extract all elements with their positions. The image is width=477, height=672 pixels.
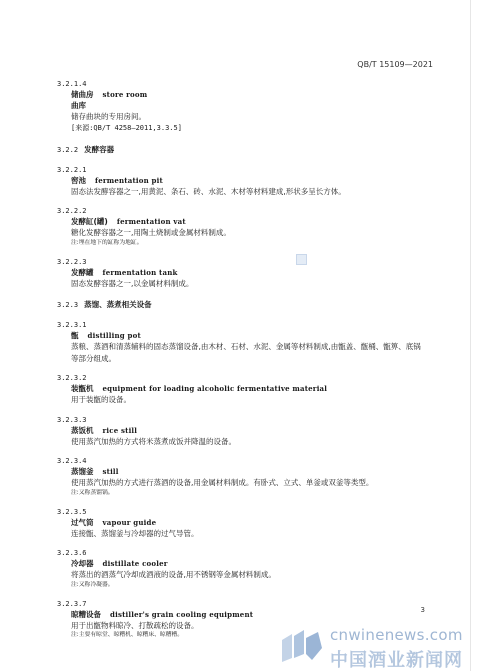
- section-title: 蒸馏、蒸煮相关设备: [84, 300, 152, 309]
- term-zh: 过气筒: [71, 517, 94, 527]
- term-heading: [71, 609, 427, 620]
- term-heading: [71, 383, 427, 394]
- term-note: 注:埋在地下的缸称为地缸。: [71, 239, 143, 246]
- section-number: 3.2.2: [57, 145, 79, 154]
- term-entry: [57, 456, 427, 498]
- term-definition: 用于装甑的设备。: [71, 395, 131, 404]
- document-body: [57, 79, 427, 649]
- term-entry: [57, 415, 427, 448]
- term-definition: 储存曲块的专用房间。: [71, 112, 146, 121]
- standard-code: QB/T 15109—2021: [357, 60, 433, 69]
- term-heading: [71, 330, 427, 341]
- section-heading: [57, 144, 427, 156]
- term-en: rice still: [102, 425, 138, 435]
- clause-number: 3.2.3.7: [57, 599, 87, 608]
- term-entry: [57, 79, 427, 134]
- term-en: fermentation vat: [116, 217, 186, 226]
- term-zh: 窖池: [71, 175, 86, 185]
- term-entry: [57, 165, 427, 198]
- term-note: 注:又称冷凝器。: [71, 581, 114, 588]
- term-heading: [71, 425, 427, 436]
- clause-number: 3.2.3.1: [57, 321, 87, 329]
- term-heading: [71, 175, 427, 186]
- clause-number: 3.2.1.4: [57, 80, 87, 88]
- section-title: 发酵容器: [84, 144, 115, 154]
- clause-number: 3.2.3.2: [57, 374, 87, 382]
- term-zh: 发酵缸(罐): [71, 217, 108, 226]
- term-entry: [57, 548, 427, 590]
- page-edge: [470, 0, 477, 671]
- term-definition: 固态法发酵容器之一,用黄泥、条石、砖、水泥、木材等材料建成,形状多呈长方体。: [71, 186, 346, 196]
- term-en: still: [102, 467, 119, 476]
- term-definition: 固态发酵容器之一,以金属材料制成。: [71, 278, 194, 288]
- term-definition: 使用蒸汽加热的方式进行蒸酒的设备,用金属材料制成。有卧式、立式、单釜或双釜等类型。: [71, 478, 374, 487]
- term-en: store room: [102, 90, 148, 99]
- term-note: 注:主要有晾堂、晾糟机、晾糟床、晾糟槽。: [71, 632, 184, 638]
- term-en: fermentation pit: [95, 175, 163, 185]
- term-zh: 蒸饭机: [71, 425, 94, 435]
- term-en: equipment for loading alcoholic fermentative material: [102, 384, 328, 393]
- term-heading: [71, 216, 427, 227]
- alt-term: 曲库: [71, 101, 86, 110]
- clause-number: 3.2.3.4: [57, 457, 87, 465]
- clause-number: 3.2.2.2: [57, 207, 87, 215]
- term-heading: [71, 558, 427, 569]
- clause-number: 3.2.3.6: [57, 549, 87, 557]
- watermark-site-name: 中国酒业新闻网: [330, 650, 463, 671]
- term-entry: [57, 507, 427, 540]
- term-definition: 蒸粮、蒸酒和清蒸辅料的固态蒸馏设备,由木材、石材、水泥、金属等材料制成,由甑盖、甑桶、甑箅、底锅等部分组成。: [71, 342, 421, 363]
- term-entry: [57, 206, 427, 248]
- section-number: 3.2.3: [57, 301, 79, 309]
- term-definition: 使用蒸汽加热的方式将米蒸煮成饭并降温的设备。: [71, 436, 236, 446]
- clause-number: 3.2.2.1: [57, 165, 87, 174]
- term-en: vapour guide: [102, 517, 157, 527]
- section-heading: [57, 299, 427, 311]
- term-entry: [57, 373, 427, 406]
- term-zh: 晾糟设备: [71, 609, 101, 619]
- term-heading: [71, 89, 427, 100]
- term-zh: 甑: [71, 331, 79, 340]
- term-definition: 连接甑、蒸馏釜与冷却器的过气导管。: [71, 528, 199, 538]
- term-entry: [57, 257, 427, 290]
- term-source: [来源:QB/T 4258—2011,3.3.5]: [71, 123, 182, 132]
- term-zh: 装甑机: [71, 384, 94, 393]
- watermark: [278, 624, 474, 670]
- term-note: 注:又称蒸馏锅。: [71, 489, 114, 496]
- term-en: fermentation tank: [102, 267, 178, 277]
- term-en: distilling pot: [87, 331, 141, 340]
- clause-number: 3.2.3.5: [57, 507, 87, 516]
- term-zh: 蒸馏釜: [71, 467, 94, 476]
- term-zh: 储曲房: [71, 90, 94, 99]
- term-definition: 用于出甑物料晾冷、打散疏松的设备。: [71, 620, 199, 630]
- term-en: distiller's grain cooling equipment: [110, 609, 254, 619]
- term-heading: [71, 517, 427, 528]
- term-en: distillate cooler: [102, 559, 168, 568]
- watermark-logo-icon: [278, 628, 326, 668]
- page-number: 3: [420, 606, 425, 614]
- term-heading: [71, 267, 427, 278]
- clause-number: 3.2.3.3: [57, 415, 87, 424]
- term-entry: [57, 320, 427, 364]
- watermark-url: cnwinenews.com: [330, 626, 463, 644]
- term-zh: 发酵罐: [71, 267, 94, 277]
- term-zh: 冷却器: [71, 559, 94, 568]
- scan-marker-icon: [296, 254, 307, 265]
- term-definition: 糖化发酵容器之一,用陶土烧制或金属材料制成。: [71, 228, 231, 237]
- term-definition: 将蒸出的酒蒸气冷却成酒液的设备,用不锈钢等金属材料制成。: [71, 570, 276, 579]
- clause-number: 3.2.2.3: [57, 257, 87, 266]
- term-heading: [71, 466, 427, 477]
